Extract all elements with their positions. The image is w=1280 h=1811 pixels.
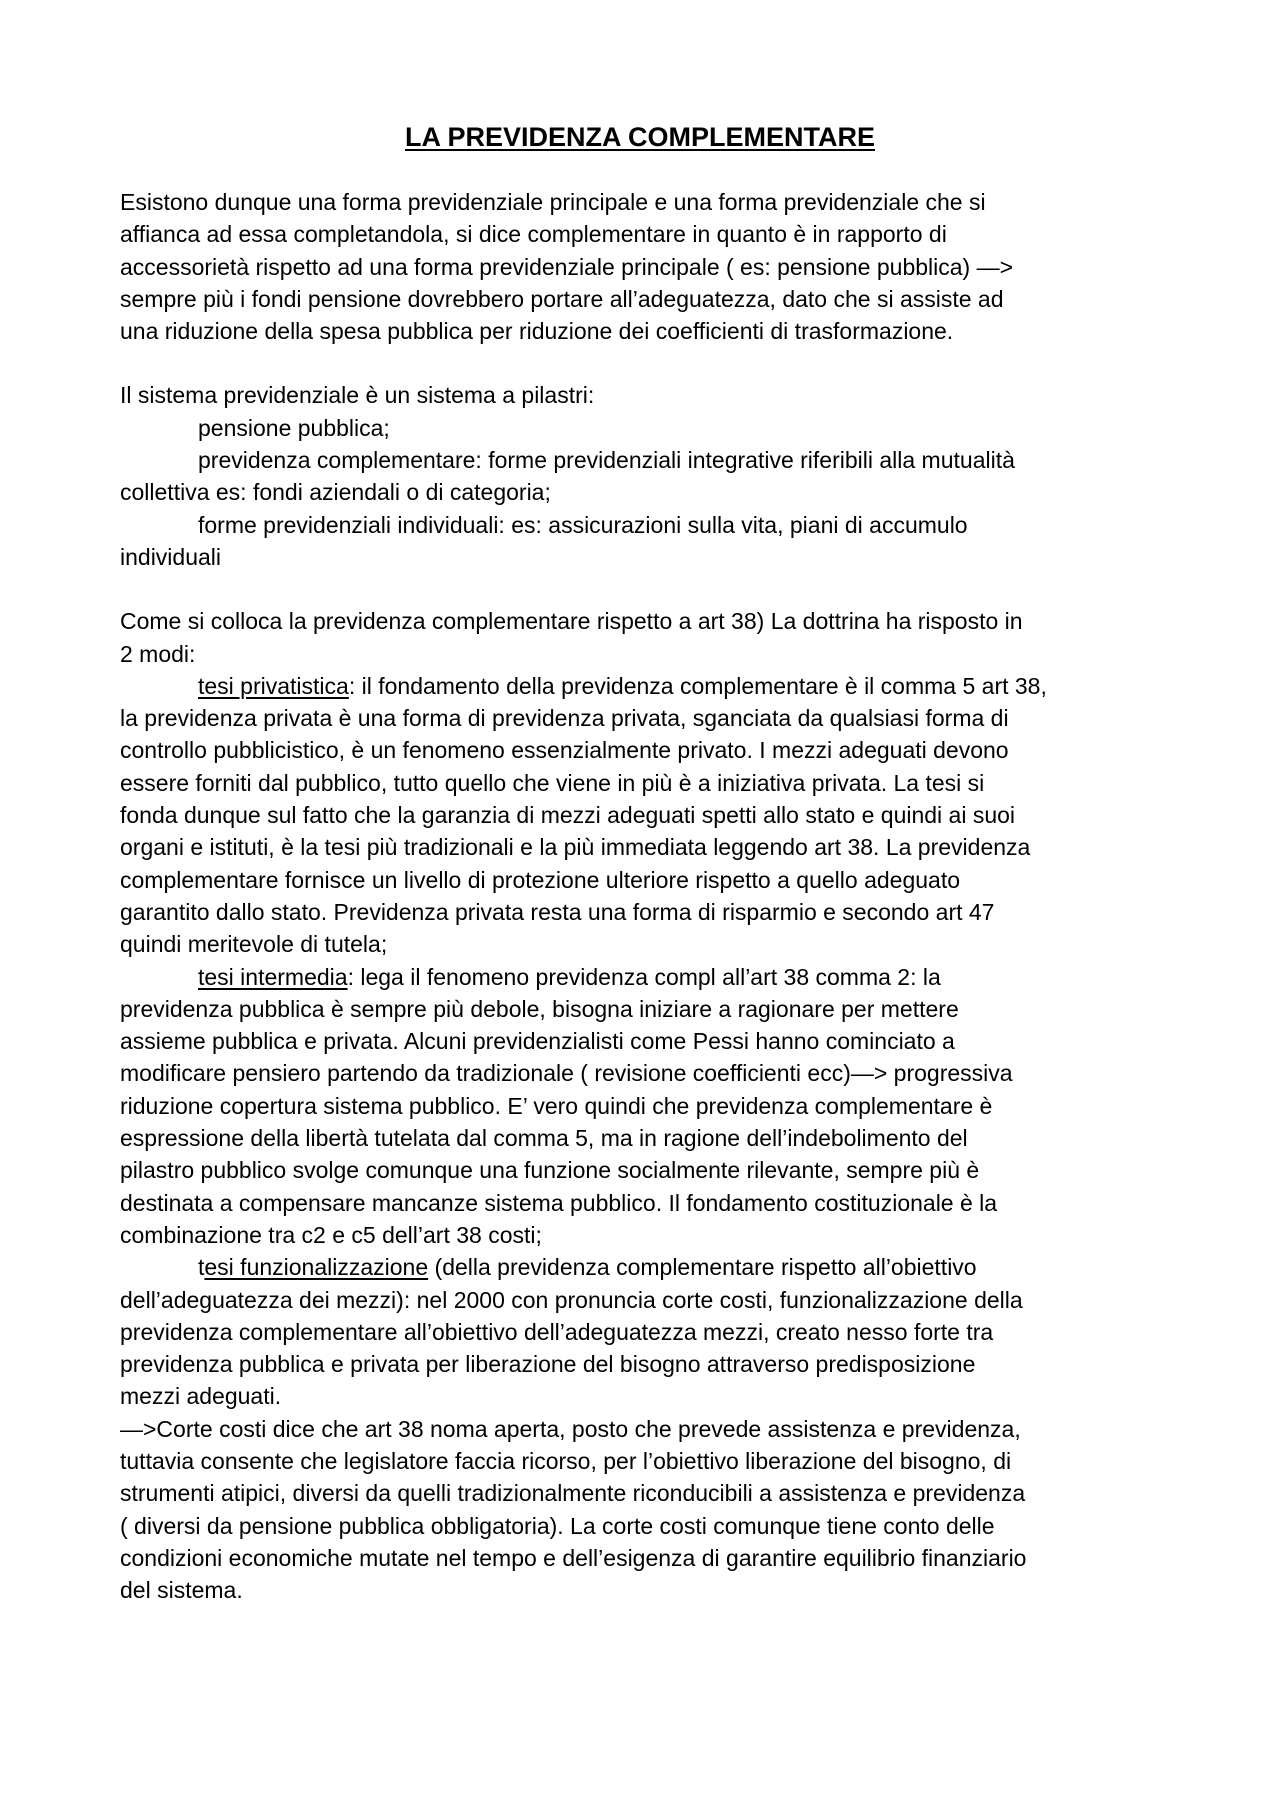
text-line: previdenza complementare all’obiettivo dell’adeguatezza mezzi, creato nesso forte tra xyxy=(120,1318,994,1345)
document-body xyxy=(120,186,1180,1606)
pillar-item-complementary: previdenza complementare: forme previdenziali integrative riferibili alla mutualità xyxy=(198,447,1015,474)
text-line: riduzione copertura sistema pubblico. E’ vero quindi che previdenza complementare è xyxy=(120,1092,993,1119)
thesis-intermediate-first-line xyxy=(120,961,1180,993)
text-line: —>Corte costi dice che art 38 noma aperta, posto che prevede assistenza e previdenza, xyxy=(120,1415,1021,1442)
text-line: modificare pensiero partendo da tradizionale ( revisione coefficienti ecc)—> progressiva xyxy=(120,1060,1013,1087)
pillar-item-individual: forme previdenziali individuali: es: assicurazioni sulla vita, piani di accumulo xyxy=(198,511,968,538)
text-line: garantito dallo stato. Previdenza privata resta una forma di risparmio e secondo art 47 xyxy=(120,898,995,925)
text-line: essere forniti dal pubblico, tutto quello che viene in più è a iniziativa privata. La tesi si xyxy=(120,769,985,796)
thesis-private-label: tesi privatistica xyxy=(198,672,349,699)
text-line: 2 modi: xyxy=(120,640,196,667)
text-span: : lega il fenomeno previdenza compl all’art 38 comma 2: la xyxy=(347,963,941,990)
thesis-functional-label: esi funzionalizzazione xyxy=(204,1254,429,1281)
text-line: tuttavia consente che legislatore faccia ricorso, per l’obiettivo liberazione del bisogno, di xyxy=(120,1447,1012,1474)
text-line: ( diversi da pensione pubblica obbligatoria). La corte costi comunque tiene conto delle xyxy=(120,1512,995,1539)
text-span: t xyxy=(198,1254,205,1281)
text-line: complementare fornisce un livello di protezione ulteriore rispetto a quello adeguato xyxy=(120,866,960,893)
thesis-functional-first-line xyxy=(120,1251,1180,1283)
thesis-private-first-line xyxy=(120,670,1180,702)
text-line: combinazione tra c2 e c5 dell’art 38 costi; xyxy=(120,1221,542,1248)
text-line: collettiva es: fondi aziendali o di categoria; xyxy=(120,479,551,506)
document-title: LA PREVIDENZA COMPLEMENTARE xyxy=(404,122,875,152)
text-line: quindi meritevole di tutela; xyxy=(120,931,388,958)
text-line: dell’adeguatezza dei mezzi): nel 2000 con pronuncia corte costi, funzionalizzazione della xyxy=(120,1286,1023,1313)
text-line: Come si colloca la previdenza complementare rispetto a art 38) La dottrina ha risposto in xyxy=(120,608,1023,635)
text-line: strumenti atipici, diversi da quelli tradizionalmente riconducibili a assistenza e previdenza xyxy=(120,1480,1026,1507)
text-line: assieme pubblica e privata. Alcuni previdenzialisti come Pessi hanno cominciato a xyxy=(120,1028,955,1055)
text-line: pilastro pubblico svolge comunque una funzione socialmente rilevante, sempre più è xyxy=(120,1157,980,1184)
text-line: destinata a compensare mancanze sistema pubblico. Il fondamento costituzionale è la xyxy=(120,1189,998,1216)
paragraph-gap xyxy=(120,347,1180,379)
text-line: condizioni economiche mutate nel tempo e dell’esigenza di garantire equilibrio finanziario xyxy=(120,1544,1027,1571)
text-line: previdenza pubblica e privata per liberazione del bisogno attraverso predisposizione xyxy=(120,1351,976,1378)
text-line: sempre più i fondi pensione dovrebbero portare all’adeguatezza, dato che si assiste ad xyxy=(120,285,1004,312)
text-line: individuali xyxy=(120,543,222,570)
text-line: accessorietà rispetto ad una forma previdenziale principale ( es: pensione pubblica) —> xyxy=(120,253,1014,280)
text-line: Esistono dunque una forma previdenziale principale e una forma previdenziale che si xyxy=(120,189,986,215)
text-line: una riduzione della spesa pubblica per riduzione dei coefficienti di trasformazione. xyxy=(120,318,954,345)
text-line: affianca ad essa completandola, si dice complementare in quanto è in rapporto di xyxy=(120,221,947,248)
text-span: (della previdenza complementare rispetto all’obiettivo xyxy=(428,1254,977,1281)
pillars-heading: Il sistema previdenziale è un sistema a pilastri: xyxy=(120,382,595,409)
text-line: del sistema. xyxy=(120,1577,243,1604)
text-span: : il fondamento della previdenza complementare è il comma 5 art 38, xyxy=(348,672,1047,699)
text-line: controllo pubblicistico, è un fenomeno essenzialmente privato. I mezzi adeguati devono xyxy=(120,737,1009,764)
text-line: espressione della libertà tutelata dal comma 5, ma in ragione dell’indebolimento del xyxy=(120,1125,968,1152)
text-line: la previdenza privata è una forma di previdenza privata, sganciata da qualsiasi forma di xyxy=(120,705,1009,732)
text-line: previdenza pubblica è sempre più debole, bisogna iniziare a ragionare per mettere xyxy=(120,995,959,1022)
pillar-item-public: pensione pubblica; xyxy=(198,414,390,441)
paragraph-gap xyxy=(120,573,1180,605)
text-line: mezzi adeguati. xyxy=(120,1383,282,1410)
text-line: organi e istituti, è la tesi più tradizionali e la più immediata leggendo art 38. La previdenza xyxy=(120,834,1031,861)
text-line: fonda dunque sul fatto che la garanzia di mezzi adeguati spetti allo stato e quindi ai suoi xyxy=(120,802,1016,829)
thesis-intermediate-label: tesi intermedia xyxy=(198,963,348,990)
